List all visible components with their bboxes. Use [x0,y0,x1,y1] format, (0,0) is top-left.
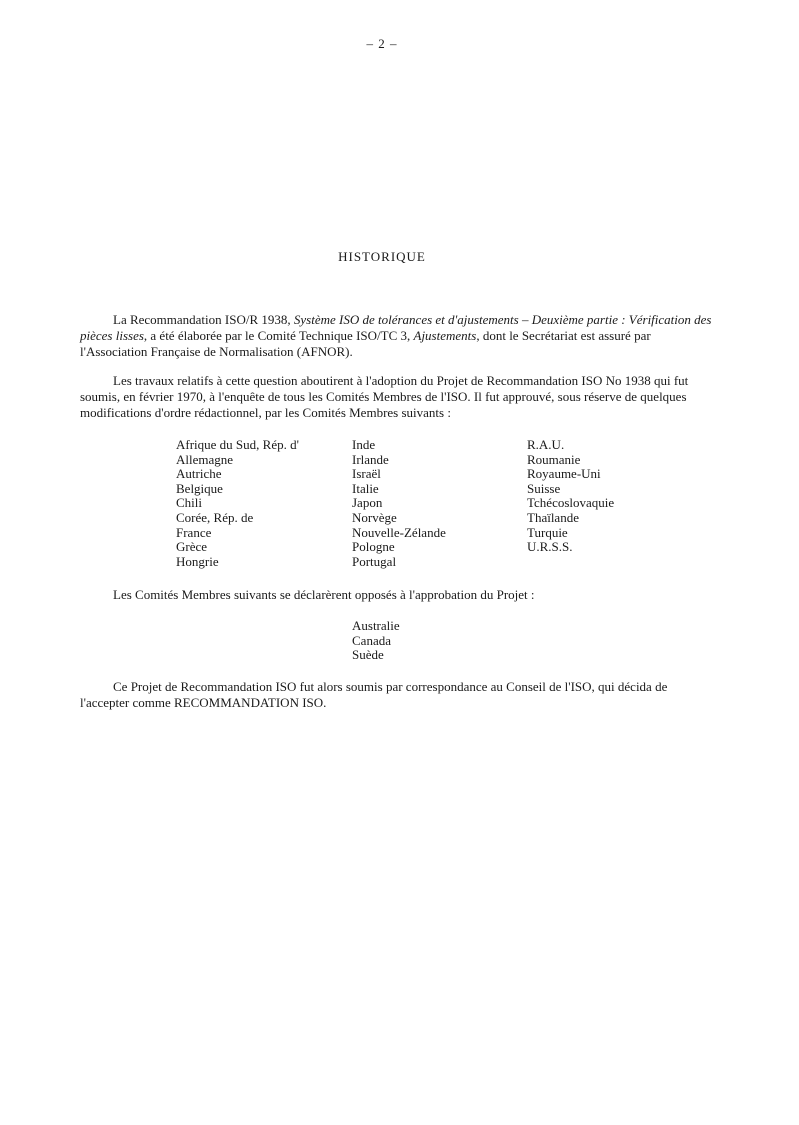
member-item: Belgique [176,480,223,496]
member-item: Hongrie [176,553,219,569]
page-number: – 2 – [366,36,398,51]
opposition-paragraph: Les Comités Membres suivants se déclarèrent opposés à l'approbation du Projet : [113,587,535,602]
acceptance-paragraph: Ce Projet de Recommandation ISO fut alors soumis par correspondance au Conseil de l'ISO, qui décida de l'accepter comme RECOMMANDATION ISO. [80,679,668,710]
member-item: Grèce [176,539,208,555]
member-item: Italie [352,480,379,496]
member-item: Portugal [352,553,397,569]
member-item: Nouvelle-Zélande [352,524,446,540]
history-text-2: , a été élaborée par le Comité Technique ISO/TC 3, [143,328,414,343]
approval-paragraph: Les travaux relatifs à cette question aboutirent à l'adoption du Projet de Recommandation ISO No 1938 qui fut soumis, en février 1970, à l'enquête de tous les Comités Membres de l'ISO. Il fut approuvé, sous réserve de quelques modifications d'ordre rédactionnel, par les Comités Membres suivants : [80,373,689,420]
member-item: Thaïlande [527,509,579,525]
member-item: Afrique du Sud, Rép. d' [176,437,299,452]
recommendation-title: Système ISO de tolérances et d'ajustements – Deuxième partie : Vérification des pièces lisses [80,312,712,343]
member-item: Royaume-Uni [527,466,601,482]
member-item: Chili [176,495,203,511]
member-item: Autriche [176,466,222,482]
member-item: U.R.S.S. [527,539,573,555]
member-item: Australie [352,618,400,633]
member-item: Norvège [352,509,397,525]
page-title: HISTORIQUE [338,249,426,264]
member-item: Suisse [527,480,561,496]
history-paragraph [80,312,712,360]
approving-members-column-1 [176,438,299,569]
member-item: Tchécoslovaquie [527,495,615,511]
member-item: Turquie [527,524,568,540]
committee-name: Ajustements [413,328,477,343]
member-item: Pologne [352,539,395,555]
approving-members-column-2 [352,438,446,569]
member-item: Suède [352,647,384,663]
member-item: Allemagne [176,451,234,467]
member-item: Irlande [352,451,389,467]
member-item: Corée, Rép. de [176,509,254,525]
member-item: France [176,524,212,540]
member-item: Roumanie [527,451,581,467]
member-item: Israël [352,466,381,482]
history-text-3: , dont le Secrétariat est assuré par l'Association Française de Normalisation (AFNOR). [80,328,651,359]
approving-members-column-3 [527,438,614,555]
member-item: Canada [352,632,391,648]
history-text-1: La Recommandation ISO/R 1938, [113,312,294,327]
member-item: R.A.U. [527,437,565,452]
member-item: Inde [352,437,376,452]
member-item: Japon [352,495,383,511]
opposing-members-list [352,619,400,663]
